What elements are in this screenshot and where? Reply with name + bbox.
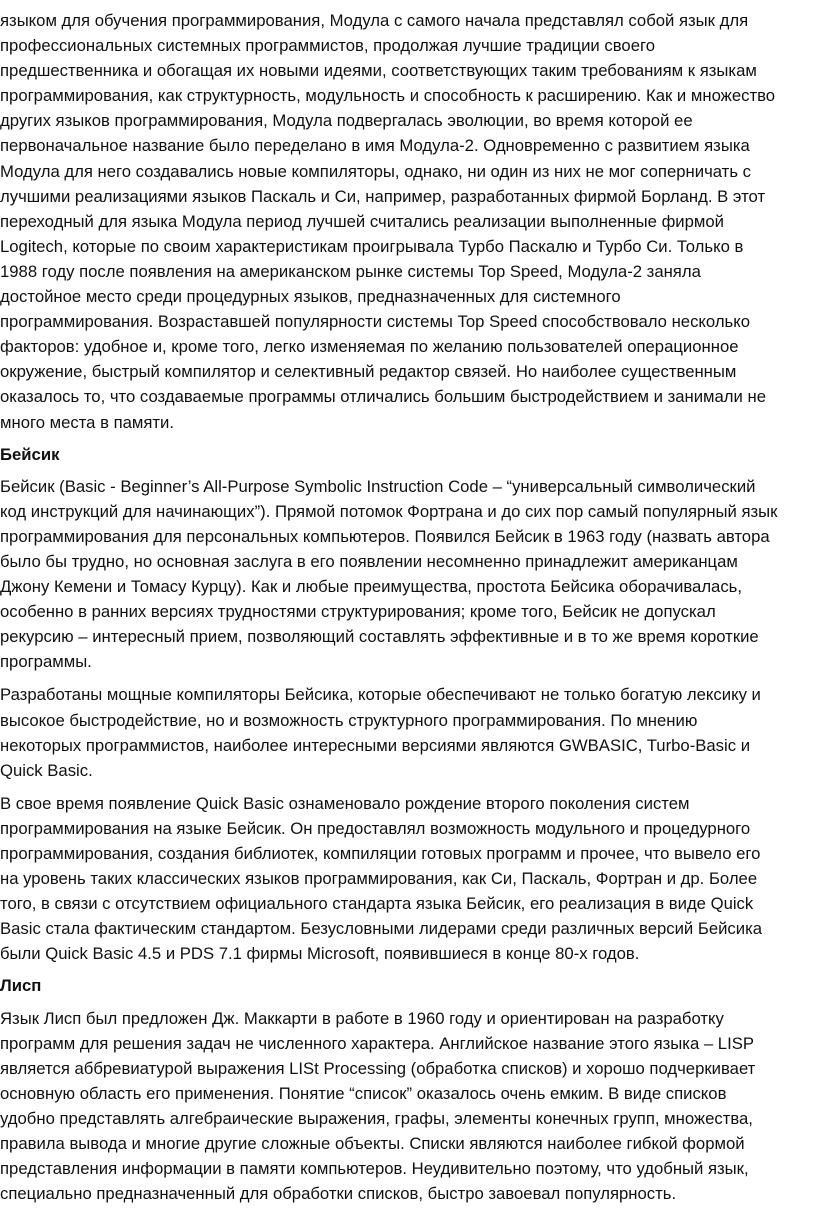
text-line: Logitech, которые по своим характеристикам проигрывала Турбо Паскалю и Турбо Си. Только в	[0, 236, 744, 256]
text-line: Разработаны мощные компиляторы Бейсика, которые обеспечивают не только богатую лексику и	[0, 685, 761, 705]
text-line: программ для решения задач не численного характера. Английское название этого языка – LISP	[0, 1033, 754, 1053]
basic-paragraph-3	[0, 791, 816, 967]
text-line: специально предназначенный для обработки списков, быстро завоевал популярность.	[0, 1184, 677, 1204]
text-line: 1988 году после появления на американском рынке системы Top Speed, Модула-2 заняла	[0, 261, 701, 281]
text-line: Джону Кемени и Томасу Курцу). Как и любые преимущества, простота Бейсика оборачивалась,	[0, 577, 743, 597]
text-line: код инструкций для начинающих”). Прямой потомок Фортрана и до сих пор самый популярный язык	[0, 501, 778, 521]
text-line: других языков программирования, Модула подвергалась эволюции, во время которой ее	[0, 111, 693, 131]
text-line: профессиональных системных программистов, продолжая лучшие традиции своего	[0, 36, 655, 56]
text-line: окружение, быстрый компилятор и селективный редактор связей. Но наиболее существенным	[0, 362, 737, 382]
lisp-heading: Лисп	[0, 976, 42, 996]
text-line: является аббревиатурой выражения LISt Processing (обработка списков) и хорошо подчеркивает	[0, 1058, 756, 1078]
text-line: программирования, как структурность, модульность и способность к расширению. Как и множество	[0, 86, 776, 106]
text-line: были Quick Basic 4.5 и PDS 7.1 фирмы Microsoft, появившиеся в конце 80-х годов.	[0, 944, 640, 964]
text-line: языком для обучения программирования, Модула с самого начала представлял собой язык для	[0, 11, 749, 30]
text-line: некоторых программистов, наиболее интересными версиями являются GWBASIC, Turbo-Basic и	[0, 735, 751, 755]
text-line: предшественника и обогащая их новыми идеями, соответствующих таким требованиям к языкам	[0, 61, 757, 81]
text-line: программирования, создания библиотек, компиляции готовых программ и прочее, что вывело его	[0, 844, 761, 863]
text-line: Basic стала фактическим стандартом. Безусловными лидерами среди различных версий Бейсика	[0, 919, 763, 939]
text-line: правила вывода и многие другие сложные объекты. Списки являются наиболее гибкой формой	[0, 1134, 745, 1154]
text-line: факторов: удобное и, кроме того, легко изменяемая по желанию пользователей операционное	[0, 337, 739, 357]
text-line: переходный для языка Модула период лучшей считались реализации выполненные фирмой	[0, 211, 724, 231]
text-line: лучшими реализациями языков Паскаль и Си, например, разработанных фирмой Борланд. В этот	[0, 186, 766, 206]
text-line: первоначальное название было переделано в имя Модула-2. Одновременно с развитием языка	[0, 136, 750, 156]
text-line: рекурсию – интересный прием, позволяющий составлять эффективные и в то же время короткие	[0, 627, 759, 647]
text-line: на уровень таких классических языков программирования, как Си, Паскаль, Фортран и др. Более	[0, 869, 758, 889]
text-line: основную область его применения. Понятие “список” оказалось очень емким. В виде списков	[0, 1083, 727, 1103]
text-line: программирования. Возраставшей популярности системы Top Speed способствовало несколько	[0, 312, 751, 332]
text-line: программирования на языке Бейсик. Он предоставлял возможность модульного и процедурного	[0, 818, 751, 838]
text-line: Quick Basic.	[0, 760, 93, 780]
text-line: было бы трудно, но основная заслуга в его появлении несомненно принадлежит американцам	[0, 551, 738, 571]
text-line: удобно представлять алгебраические выражения, графы, элементы конечных групп, множества,	[0, 1108, 753, 1128]
intro-paragraph	[0, 8, 816, 435]
text-line: того, в связи с отсутствием официального стандарта языка Бейсик, его реализация в виде Quick	[0, 894, 754, 914]
basic-heading: Бейсик	[0, 444, 60, 464]
text-line: много места в памяти.	[0, 412, 175, 432]
text-line: достойное место среди процедурных языков, предназначенных для системного	[0, 287, 621, 307]
text-line: особенно в ранних версиях трудностями структурирования; кроме того, Бейсик не допускал	[0, 602, 716, 622]
text-line: программирования для персональных компьютеров. Появился Бейсик в 1963 году (назвать автора	[0, 526, 770, 546]
lisp-paragraph-1	[0, 1006, 816, 1207]
text-line: представления информации в памяти компьютеров. Неудивительно поэтому, что удобный язык,	[0, 1159, 749, 1179]
basic-paragraph-2	[0, 682, 816, 782]
text-line: высокое быстродействие, но и возможность структурного программирования. По мнению	[0, 710, 698, 730]
text-line: Модула для него создавались новые компиляторы, однако, ни один из них не мог соперничать с	[0, 161, 751, 181]
text-line: Язык Лисп был предложен Дж. Маккарти в работе в 1960 году и ориентирован на разработку	[0, 1008, 724, 1028]
text-line: Бейсик (Basic - Beginner’s All-Purpose Symbolic Instruction Code – “универсальный символический	[0, 476, 756, 496]
text-line: В свое время появление Quick Basic ознаменовало рождение второго поколения систем	[0, 793, 690, 813]
basic-paragraph-1	[0, 474, 816, 675]
text-line: программы.	[0, 652, 92, 672]
text-line: оказалось то, что создаваемые программы отличались большим быстродействием и занимали не	[0, 387, 766, 407]
